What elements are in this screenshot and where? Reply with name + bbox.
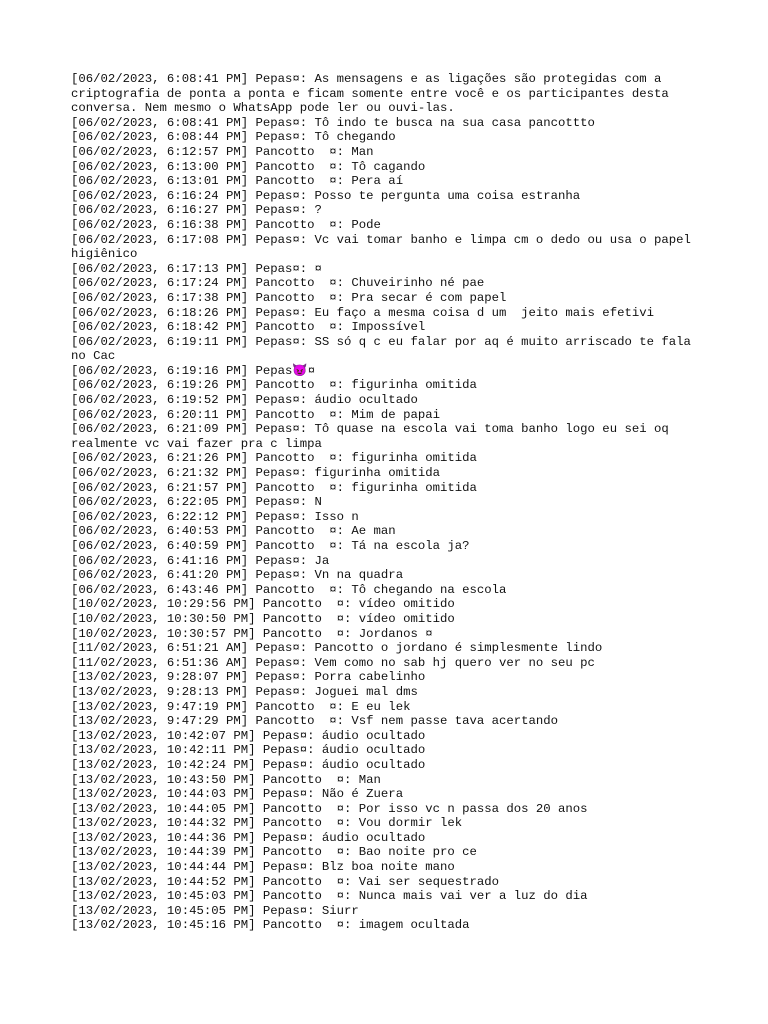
message-line: [06/02/2023, 6:21:32 PM] Pepas¤: figurinha omitida <box>71 466 440 481</box>
message-line: [13/02/2023, 10:42:07 PM] Pepas¤: áudio ocultado <box>71 728 426 743</box>
message-line: [06/02/2023, 6:18:26 PM] Pepas¤: Eu faço a mesma coisa d um jeito mais efetivi <box>71 305 654 320</box>
message-line: [06/02/2023, 6:17:13 PM] Pepas¤: ¤ <box>71 261 322 276</box>
message-line: [06/02/2023, 6:20:11 PM] Pancotto ¤: Mim de papai <box>71 407 440 422</box>
message-line: [06/02/2023, 6:16:27 PM] Pepas¤: ? <box>71 203 322 218</box>
message-line: [06/02/2023, 6:17:08 PM] Pepas¤: Vc vai tomar banho e limpa cm o dedo ou usa o papel higiênico <box>71 232 699 262</box>
message-line: [13/02/2023, 10:44:05 PM] Pancotto ¤: Por isso vc n passa dos 20 anos <box>71 801 588 816</box>
message-line: [13/02/2023, 10:44:36 PM] Pepas¤: áudio ocultado <box>71 830 426 845</box>
message-line: [13/02/2023, 10:44:44 PM] Pepas¤: Blz boa noite mano <box>71 860 455 875</box>
message-line: [13/02/2023, 10:45:03 PM] Pancotto ¤: Nunca mais vai ver a luz do dia <box>71 889 588 904</box>
message-line: [06/02/2023, 6:19:11 PM] Pepas¤: SS só q c eu falar por aq é muito arriscado te fala no Cac <box>71 334 699 364</box>
message-line: [10/02/2023, 10:30:57 PM] Pancotto ¤: Jordanos ¤ <box>71 626 433 641</box>
message-line: [06/02/2023, 6:19:52 PM] Pepas¤: áudio ocultado <box>71 393 418 408</box>
message-line: [06/02/2023, 6:18:42 PM] Pancotto ¤: Impossível <box>71 320 426 335</box>
message-line: [06/02/2023, 6:22:12 PM] Pepas¤: Isso n <box>71 509 359 524</box>
message-line: [13/02/2023, 10:45:16 PM] Pancotto ¤: imagem ocultada <box>71 918 470 933</box>
message-line: [13/02/2023, 10:44:03 PM] Pepas¤: Não é Zuera <box>71 787 404 802</box>
message-line: [13/02/2023, 10:44:39 PM] Pancotto ¤: Bao noite pro ce <box>71 845 477 860</box>
message-line: [10/02/2023, 10:29:56 PM] Pancotto ¤: vídeo omitido <box>71 597 455 612</box>
chat-transcript <box>71 72 699 933</box>
message-line: [10/02/2023, 10:30:50 PM] Pancotto ¤: vídeo omitido <box>71 611 455 626</box>
message-line: [06/02/2023, 6:08:41 PM] Pepas¤: As mensagens e as ligações são protegidas com a criptografia de ponta a ponta e ficam somente entre você e os participantes desta conversa. Nem mesmo o WhatsApp pode ler ou ouvi-las. <box>71 72 677 116</box>
message-line: [13/02/2023, 10:45:05 PM] Pepas¤: Siurr <box>71 903 359 918</box>
message-line: [06/02/2023, 6:19:16 PM] Pepas😈¤ <box>71 363 316 378</box>
message-line: [13/02/2023, 9:28:13 PM] Pepas¤: Joguei mal dms <box>71 684 418 699</box>
message-line: [11/02/2023, 6:51:21 AM] Pepas¤: Pancotto o jordano é simplesmente lindo <box>71 641 603 656</box>
message-line: [06/02/2023, 6:08:41 PM] Pepas¤: Tô indo te busca na sua casa pancottto <box>71 115 595 130</box>
message-line: [06/02/2023, 6:41:20 PM] Pepas¤: Vn na quadra <box>71 568 404 583</box>
message-line: [06/02/2023, 6:16:24 PM] Pepas¤: Posso te pergunta uma coisa estranha <box>71 188 581 203</box>
message-line: [13/02/2023, 10:43:50 PM] Pancotto ¤: Man <box>71 772 381 787</box>
message-line: [06/02/2023, 6:17:38 PM] Pancotto ¤: Pra secar é com papel <box>71 290 507 305</box>
message-line: [06/02/2023, 6:22:05 PM] Pepas¤: N <box>71 495 322 510</box>
message-line: [13/02/2023, 10:42:24 PM] Pepas¤: áudio ocultado <box>71 757 426 772</box>
message-line: [06/02/2023, 6:21:09 PM] Pepas¤: Tô quase na escola vai toma banho logo eu sei oq realmente vc vai fazer pra c limpa <box>71 422 677 451</box>
message-line: [11/02/2023, 6:51:36 AM] Pepas¤: Vem como no sab hj quero ver no seu pc <box>71 655 595 670</box>
message-line: [13/02/2023, 10:44:32 PM] Pancotto ¤: Vou dormir lek <box>71 816 463 831</box>
message-line: [06/02/2023, 6:40:53 PM] Pancotto ¤: Ae man <box>71 524 396 539</box>
message-line: [13/02/2023, 10:42:11 PM] Pepas¤: áudio ocultado <box>71 743 426 758</box>
message-line: [13/02/2023, 10:44:52 PM] Pancotto ¤: Vai ser sequestrado <box>71 874 500 889</box>
message-line: [06/02/2023, 6:40:59 PM] Pancotto ¤: Tá na escola ja? <box>71 539 470 553</box>
message-line: [13/02/2023, 9:47:29 PM] Pancotto ¤: Vsf nem passe tava acertando <box>71 714 559 729</box>
message-line: [06/02/2023, 6:13:01 PM] Pancotto ¤: Pera aí <box>71 174 404 189</box>
message-line: [06/02/2023, 6:08:44 PM] Pepas¤: Tô chegando <box>71 130 396 145</box>
message-line: [06/02/2023, 6:12:57 PM] Pancotto ¤: Man <box>71 144 374 159</box>
message-line: [06/02/2023, 6:16:38 PM] Pancotto ¤: Pode <box>71 217 381 232</box>
message-line: [06/02/2023, 6:19:26 PM] Pancotto ¤: figurinha omitida <box>71 378 477 393</box>
message-line: [06/02/2023, 6:13:00 PM] Pancotto ¤: Tô cagando <box>71 159 426 174</box>
message-line: [06/02/2023, 6:43:46 PM] Pancotto ¤: Tô chegando na escola <box>71 582 507 597</box>
message-line: [13/02/2023, 9:28:07 PM] Pepas¤: Porra cabelinho <box>71 670 426 685</box>
message-line: [06/02/2023, 6:17:24 PM] Pancotto ¤: Chuveirinho né pae <box>71 276 485 291</box>
message-line: [06/02/2023, 6:21:26 PM] Pancotto ¤: figurinha omitida <box>71 451 477 466</box>
message-line: [06/02/2023, 6:21:57 PM] Pancotto ¤: figurinha omitida <box>71 480 477 495</box>
message-line: [06/02/2023, 6:41:16 PM] Pepas¤: Ja <box>71 553 330 568</box>
message-line: [13/02/2023, 9:47:19 PM] Pancotto ¤: E eu lek <box>71 699 411 714</box>
